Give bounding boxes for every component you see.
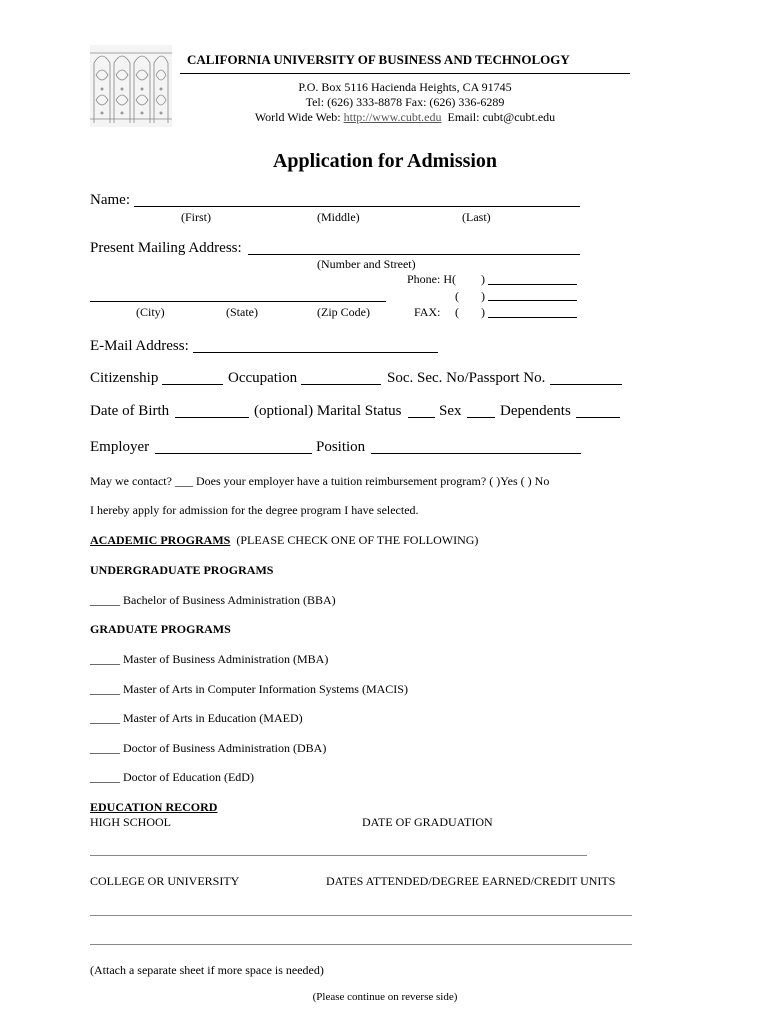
middle-caption: (Middle): [317, 210, 360, 224]
occupation-field[interactable]: [301, 384, 381, 385]
home-phone-field[interactable]: [488, 284, 577, 285]
dependents-label: Dependents: [500, 403, 571, 419]
university-name: CALIFORNIA UNIVERSITY OF BUSINESS AND TECHNOLOGY: [187, 52, 570, 67]
mailing-address-label: Present Mailing Address:: [90, 240, 242, 256]
program-option-bba[interactable]: _____ Bachelor of Business Administration (BBA): [90, 593, 336, 607]
marital-status-label: (optional) Marital Status: [254, 403, 402, 419]
college-field-1[interactable]: [90, 915, 632, 916]
contact-question: May we contact? ___ Does your employer have a tuition reimbursement program? ( )Yes ( ) No: [90, 474, 550, 488]
dates-attended-label: DATES ATTENDED/DEGREE EARNED/CREDIT UNITS: [326, 874, 616, 888]
number-street-caption: (Number and Street): [317, 257, 416, 271]
name-label: Name:: [90, 192, 130, 208]
ssn-label: Soc. Sec. No/Passport No.: [387, 370, 546, 386]
marital-status-field[interactable]: [408, 417, 435, 418]
work-phone-close: ): [481, 289, 485, 303]
ssn-field[interactable]: [550, 384, 622, 385]
program-option-dba[interactable]: _____ Doctor of Business Administration (DBA): [90, 741, 327, 755]
dob-field[interactable]: [175, 417, 249, 418]
sex-label: Sex: [439, 403, 462, 419]
phone-fax: Tel: (626) 333-8878 Fax: (626) 336-6289: [305, 95, 505, 109]
program-option-maed[interactable]: _____ Master of Arts in Education (MAED): [90, 711, 303, 725]
header-rule: [180, 73, 630, 74]
undergraduate-heading: UNDERGRADUATE PROGRAMS: [90, 563, 274, 577]
fax-label: FAX:: [414, 305, 441, 319]
graduate-heading: GRADUATE PROGRAMS: [90, 622, 231, 636]
program-option-mba[interactable]: _____ Master of Business Administration (MBA): [90, 652, 329, 666]
website-link[interactable]: http://www.cubt.edu: [343, 110, 442, 124]
academic-programs-label: ACADEMIC PROGRAMS: [90, 533, 231, 547]
education-record-heading: EDUCATION RECORD: [90, 800, 218, 814]
program-option-edd[interactable]: _____ Doctor of Education (EdD): [90, 770, 254, 784]
academic-programs-instruction: (PLEASE CHECK ONE OF THE FOLLOWING): [236, 533, 479, 547]
occupation-label: Occupation: [228, 370, 298, 386]
postal-address: P.O. Box 5116 Hacienda Heights, CA 91745: [298, 80, 512, 94]
home-phone-label: Phone: H(: [407, 272, 456, 286]
employer-label: Employer: [90, 439, 150, 455]
city-state-zip-field[interactable]: [90, 301, 386, 302]
attach-note: (Attach a separate sheet if more space is needed): [90, 963, 324, 977]
high-school-field[interactable]: [90, 855, 587, 856]
date-graduation-label: DATE OF GRADUATION: [362, 815, 493, 829]
mailing-address-field[interactable]: [248, 254, 580, 255]
first-caption: (First): [181, 210, 211, 224]
state-caption: (State): [226, 305, 258, 319]
employer-field[interactable]: [155, 453, 312, 454]
page-title: Application for Admission: [272, 150, 498, 172]
fax-field[interactable]: [488, 317, 577, 318]
email-text: Email: cubt@cubt.edu: [447, 110, 556, 124]
academic-programs-heading: [90, 533, 478, 548]
position-field[interactable]: [371, 453, 581, 454]
program-option-macis[interactable]: _____ Master of Arts in Computer Information Systems (MACIS): [90, 682, 408, 696]
college-label: COLLEGE OR UNIVERSITY: [90, 874, 240, 888]
city-caption: (City): [136, 305, 165, 319]
fax-open: (: [455, 305, 459, 319]
college-field-2[interactable]: [90, 944, 632, 945]
dob-label: Date of Birth: [90, 403, 170, 419]
continue-note: (Please continue on reverse side): [312, 991, 458, 1003]
dependents-field[interactable]: [576, 417, 620, 418]
apply-statement: I hereby apply for admission for the degree program I have selected.: [90, 503, 419, 517]
citizenship-label: Citizenship: [90, 370, 159, 386]
work-phone-field[interactable]: [488, 300, 577, 301]
work-phone-open: (: [455, 289, 459, 303]
zip-caption: (Zip Code): [317, 305, 370, 319]
citizenship-field[interactable]: [162, 384, 223, 385]
position-label: Position: [316, 439, 366, 455]
high-school-label: HIGH SCHOOL: [90, 815, 171, 829]
sex-field[interactable]: [467, 417, 495, 418]
home-phone-close: ): [481, 272, 485, 286]
web-email-line: [180, 110, 630, 125]
email-field[interactable]: [193, 352, 438, 353]
fax-close: ): [481, 305, 485, 319]
university-seal-logo: [90, 45, 172, 127]
web-label: World Wide Web:: [254, 110, 344, 124]
email-label: E-Mail Address:: [90, 338, 189, 354]
name-field[interactable]: [134, 206, 580, 207]
last-caption: (Last): [462, 210, 491, 224]
